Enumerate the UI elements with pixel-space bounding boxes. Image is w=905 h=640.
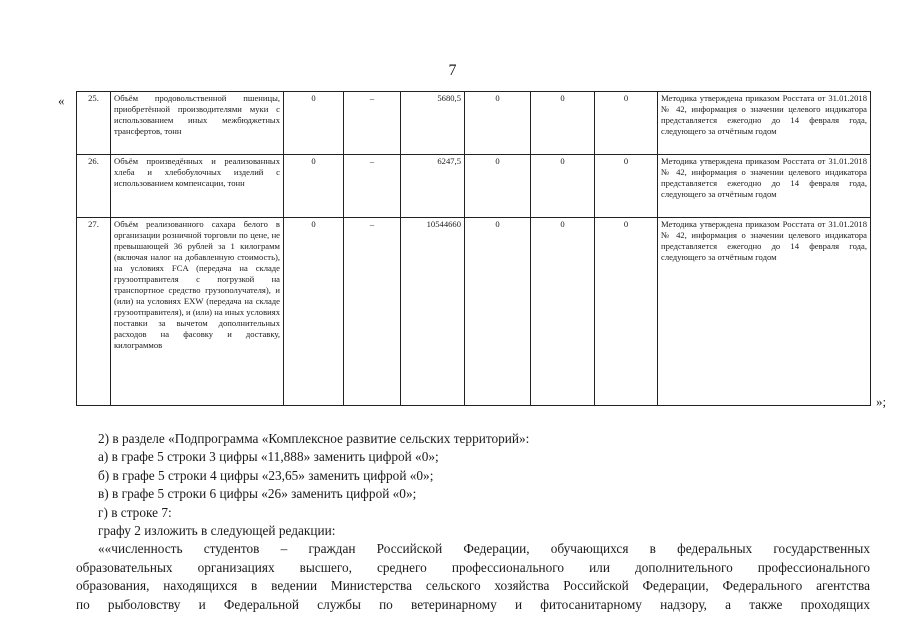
page-number: 7 — [448, 62, 457, 79]
paragraph-line: образовательных организациях высшего, среднего профессионального или дополнительного профессионального — [76, 559, 870, 575]
value-cell: 10544660 — [401, 218, 465, 406]
value-cell: 0 — [284, 92, 344, 155]
paragraph-line: по рыболовству и Федеральной службы по ветеринарному и фитосанитарному надзору, а также проходящих — [76, 596, 870, 612]
methodology-cell: Методика утверждена приказом Росстата от 31.01.2018 № 42, информация о значении целевого индикатора представляется ежегодно до 14 февраля года, следующего за отчётным годом — [658, 155, 871, 218]
table-row — [77, 155, 871, 218]
value-cell: 0 — [465, 92, 531, 155]
value-cell: 6247,5 — [401, 155, 465, 218]
indicator-description: Объём произведённых и реализованных хлеба и хлебобулочных изделий с использованием компенсации, тонн — [111, 155, 284, 218]
value-cell: 0 — [595, 218, 658, 406]
paragraph: б) в графе 5 строки 4 цифры «23,65» заменить цифрой «0»; — [98, 467, 434, 483]
value-cell: – — [344, 155, 401, 218]
paragraph: 2) в разделе «Подпрограмма «Комплексное развитие сельских территорий»: — [98, 431, 530, 446]
value-cell: – — [344, 218, 401, 406]
open-quote: « — [58, 93, 65, 108]
paragraph: графу 2 изложить в следующей редакции: — [98, 523, 336, 539]
paragraph-line: образования, находящихся в ведении Министерства сельского хозяйства Российской Федерации, Федерального агентства — [76, 578, 870, 594]
paragraph: в) в графе 5 строки 6 цифры «26» заменить цифрой «0»; — [98, 486, 417, 502]
row-number: 25. — [77, 92, 111, 155]
value-cell: 0 — [284, 155, 344, 218]
value-cell: 0 — [595, 92, 658, 155]
value-cell: 5680,5 — [401, 92, 465, 155]
paragraph: г) в строке 7: — [98, 504, 172, 520]
value-cell: 0 — [531, 92, 595, 155]
indicator-description: Объём продовольственной пшеницы, приобретённой производителями муки с использованием иных межбюджетных трансфертов, тонн — [111, 92, 284, 155]
methodology-cell: Методика утверждена приказом Росстата от 31.01.2018 № 42, информация о значении целевого индикатора представляется ежегодно до 14 февраля года, следующего за отчётным годом — [658, 92, 871, 155]
table-row — [77, 218, 871, 406]
value-cell: 0 — [531, 218, 595, 406]
paragraph-line: ««численность студентов – граждан Российской Федерации, обучающихся в федеральных государственных — [98, 541, 870, 557]
table-row — [77, 92, 871, 155]
value-cell: 0 — [531, 155, 595, 218]
value-cell: 0 — [465, 155, 531, 218]
value-cell: 0 — [595, 155, 658, 218]
value-cell: – — [344, 92, 401, 155]
row-number: 27. — [77, 218, 111, 406]
indicators-table — [76, 91, 871, 406]
close-quote: »; — [876, 394, 887, 409]
paragraph: а) в графе 5 строки 3 цифры «11,888» заменить цифрой «0»; — [98, 449, 439, 465]
methodology-cell: Методика утверждена приказом Росстата от 31.01.2018 № 42, информация о значении целевого индикатора представляется ежегодно до 14 февраля года, следующего за отчётным годом — [658, 218, 871, 406]
row-number: 26. — [77, 155, 111, 218]
document-body — [76, 430, 870, 614]
value-cell: 0 — [284, 218, 344, 406]
value-cell: 0 — [465, 218, 531, 406]
indicator-description: Объём реализованного сахара белого в организации розничной торговли по цене, не превышающей 36 рублей за 1 килограмм (включая налог на добавленную стоимость), на условиях FCA (передача на складе грузоотправителя с погрузкой на транспортное средство грузополучателя), и (или) на условиях EXW (передача на складе грузоотправителя), и (или) на иных условиях поставки за вычетом дополнительных расходов на фасовку и доставку, килограммов — [111, 218, 284, 406]
